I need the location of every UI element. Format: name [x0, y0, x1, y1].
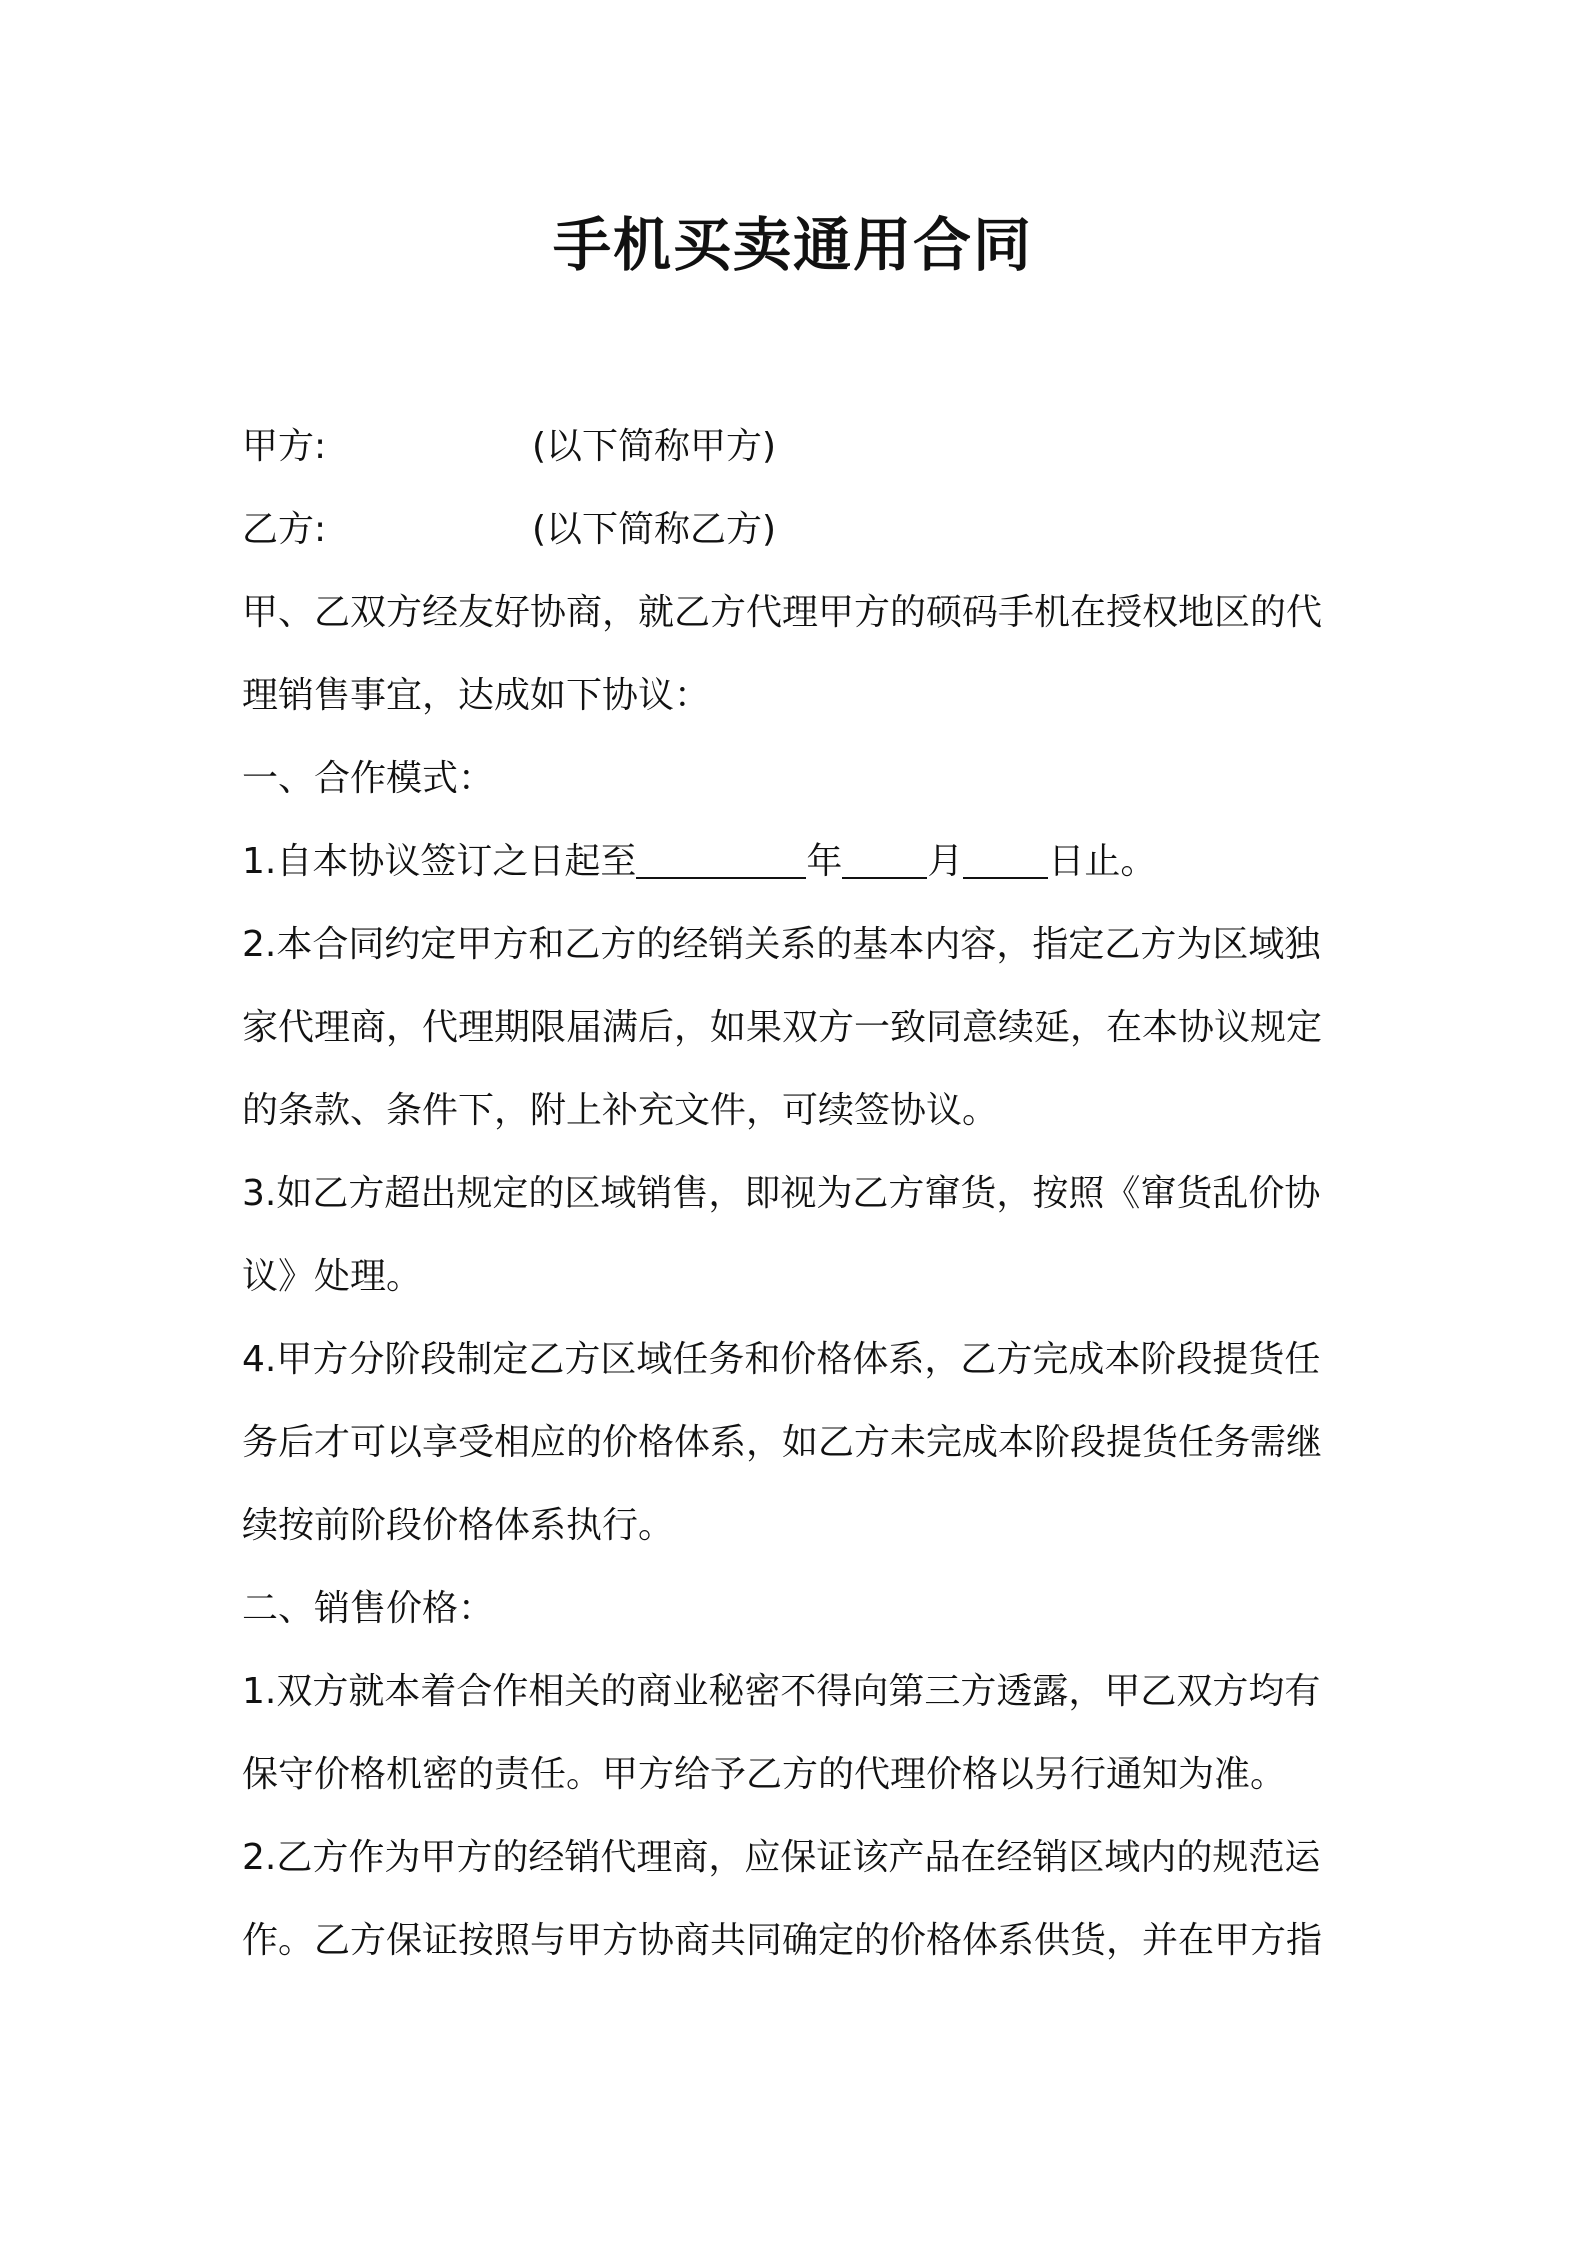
section-2-heading [242, 1567, 1352, 1650]
clause-line: 2.乙方作为甲方的经销代理商，应保证该产品在经销区域内的规范运 [242, 1837, 1321, 1878]
preamble-line: 理销售事宜，达成如下协议： [242, 675, 711, 716]
section-1-clause-1 [242, 820, 1352, 903]
document-title: 手机买卖通用合同 [552, 211, 1033, 279]
clause-line: 4.甲方分阶段制定乙方区域任务和价格体系，乙方完成本阶段提货任 [242, 1339, 1321, 1380]
party-a-label: 甲方: [242, 426, 327, 467]
section-1-heading [242, 737, 1352, 820]
section-2-clause-1 [242, 1650, 1352, 1816]
party-a-row [242, 405, 1352, 488]
document-body [242, 405, 1352, 1982]
month-label: 月 [927, 841, 964, 882]
clause-line: 务后才可以享受相应的价格体系，如乙方未完成本阶段提货任务需继 [242, 1422, 1323, 1463]
section-heading-text: 一、合作模式： [242, 758, 495, 799]
section-heading-text: 二、销售价格： [242, 1588, 495, 1629]
day-blank [963, 841, 1048, 879]
year-label: 年 [806, 841, 843, 882]
preamble-line: 甲、乙双方经友好协商，就乙方代理甲方的硕码手机在授权地区的代 [242, 592, 1323, 633]
clause-line: 作。乙方保证按照与甲方协商共同确定的价格体系供货，并在甲方指 [242, 1920, 1323, 1961]
party-b-note: (以下简称乙方) [532, 509, 777, 550]
clause-line: 保守价格机密的责任。甲方给予乙方的代理价格以另行通知为准。 [242, 1754, 1287, 1795]
party-b-label: 乙方: [242, 509, 327, 550]
section-1-clause-3 [242, 1152, 1352, 1318]
day-suffix: 日止。 [1048, 841, 1157, 882]
clause-line: 的条款、条件下，附上补充文件，可续签协议。 [242, 1090, 999, 1131]
clause-line: 续按前阶段价格体系执行。 [242, 1505, 675, 1546]
clause-line: 3.如乙方超出规定的区域销售，即视为乙方窜货，按照《窜货乱价协 [242, 1173, 1321, 1214]
section-1-clause-4 [242, 1318, 1352, 1567]
preamble-paragraph [242, 571, 1352, 737]
month-blank [842, 841, 927, 879]
clause-line: 议》处理。 [242, 1256, 423, 1297]
section-1-clause-2 [242, 903, 1352, 1152]
party-b-row [242, 488, 1352, 571]
clause-line: 家代理商，代理期限届满后，如果双方一致同意续延，在本协议规定 [242, 1007, 1323, 1048]
party-a-note: (以下简称甲方) [532, 426, 777, 467]
clause-line: 2.本合同约定甲方和乙方的经销关系的基本内容，指定乙方为区域独 [242, 924, 1321, 965]
clause-line: 1.双方就本着合作相关的商业秘密不得向第三方透露，甲乙双方均有 [242, 1671, 1321, 1712]
year-blank [636, 841, 806, 879]
clause-1-prefix: 1.自本协议签订之日起至 [242, 841, 637, 882]
clause-line [242, 820, 1352, 903]
section-2-clause-2 [242, 1816, 1352, 1982]
